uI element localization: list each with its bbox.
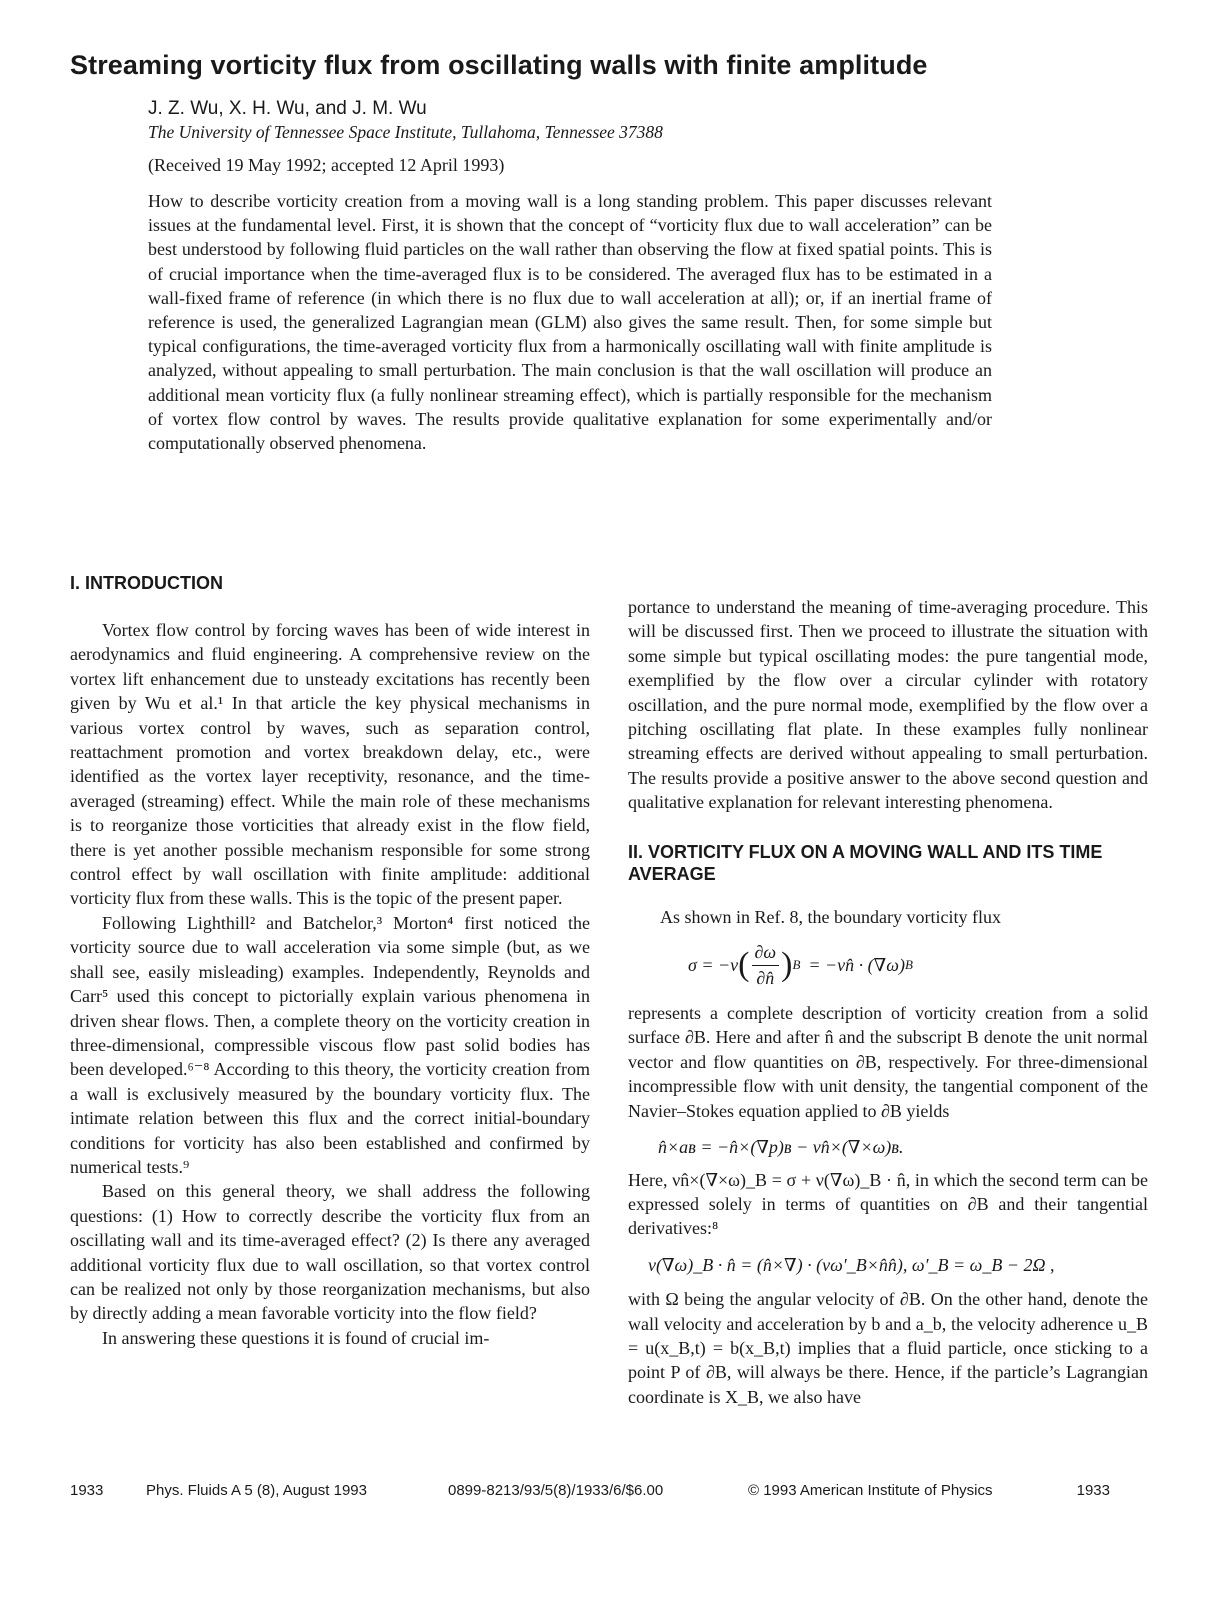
section2-paragraph-2: represents a complete description of vorticity creation from a solid surface ∂B. Here and after n̂ and the subscript B denote the unit normal vector and flow quantities on ∂B, respectively. For three-dimensional incompressible flow with unit density, the tangential component of the Navier–Stokes equation applied to ∂B yields — [628, 1003, 1148, 1121]
authors: J. Z. Wu, X. H. Wu, and J. M. Wu — [148, 98, 427, 119]
footer-copyright: © 1993 American Institute of Physics — [748, 1482, 993, 1499]
eq1-open-paren: ( — [738, 945, 750, 983]
equation-tangential-derivatives: ν(∇ω)_B · n̂ = (n̂×∇) · (νω′_B×n̂n̂), ω′_B = ω_B − 2Ω , — [648, 1254, 1055, 1275]
footer-journal: Phys. Fluids A 5 (8), August 1993 — [146, 1482, 367, 1499]
eq1-rhs-subscript: B — [904, 956, 913, 972]
received-dates: (Received 19 May 1992; accepted 12 April 1993) — [148, 155, 505, 175]
section-heading-introduction: I. INTRODUCTION — [70, 573, 223, 593]
eq1-numerator: ∂ω — [752, 940, 780, 965]
section-heading-vorticity-flux: II. VORTICITY FLUX ON A MOVING WALL AND ITS TIME AVERAGE — [628, 841, 1103, 884]
intro-paragraph-3: Based on this general theory, we shall address the following questions: (1) How to correctly describe the vorticity flux from an oscillating wall and its time-averaged effect? (2) Is there any averaged additional vorticity flux due to wall oscillation, so that vortex control can be realized not only by those reorganization mechanisms, but also by directly adding a mean favorable vorticity into the flow field? — [70, 1181, 590, 1324]
section2-paragraph-1: As shown in Ref. 8, the boundary vorticity flux — [660, 906, 1001, 927]
right-column — [628, 595, 1148, 1409]
eq1-lhs: σ = −ν — [688, 954, 739, 975]
section2-paragraph-3: Here, νn̂×(∇×ω)_B = σ + ν(∇ω)_B · n̂, in which the second term can be expressed solely in terms of quantities on ∂B and their tangential derivatives:⁸ — [628, 1169, 1148, 1239]
paper-title: Streaming vorticity flux from oscillating walls with finite amplitude — [70, 50, 928, 80]
intro-paragraph-continued: portance to understand the meaning of time-averaging procedure. This will be discussed first. Then we proceed to illustrate the situation with some simple but typical oscillating modes: the pure tangential mode, exemplified by the flow over a circular cylinder with rotatory oscillation, and the pure normal mode, exemplified by the flow over a pitching oscillating flat plate. In these examples fully nonlinear streaming effects are derived without appealing to small perturbation. The results provide a positive answer to the above second question and qualitative explanation for relevant interesting phenomena. — [628, 597, 1148, 813]
footer-page-number-left: 1933 — [70, 1482, 104, 1499]
intro-paragraph-2: Following Lighthill² and Batchelor,³ Morton⁴ first noticed the vorticity source due to wall acceleration via some simple (but, as we shall see, easily misleading) examples. Independently, Reynolds and Carr⁵ used this concept to pictorially explain various phenomena in driven shear flows. Then, a complete theory on the vorticity creation in three-dimensional, compressible viscous flow past solid bodies has been developed.⁶⁻⁸ According to this theory, the vorticity creation from a wall is exclusively measured by the boundary vorticity flux. The intimate relation between this flux and the correct initial-boundary conditions for vorticity has also been established and confirmed by numerical tests.⁹ — [70, 912, 590, 1177]
intro-paragraph-1: Vortex flow control by forcing waves has been of wide interest in aerodynamics and fluid engineering. A comprehensive review on the vortex lift enhancement due to unsteady excitations has recently been given by Wu et al.¹ In that article the key physical mechanisms in various vortex control by waves, such as separation control, reattachment promotion and vortex breakdown delay, etc., were identified as the vortex layer receptivity, resonance, and the time-averaged (streaming) effect. While the main role of these mechanisms is to reorganize those vorticities that already exist in the flow field, there is yet another possible mechanism responsible for some strong control effect by wall oscillation with finite amplitude: additional vorticity flux from these walls. This is the topic of the present paper. — [70, 620, 590, 909]
equation-boundary-vorticity-flux — [628, 929, 1148, 1001]
eq1-subscript: B — [792, 956, 801, 972]
footer-article-code: 0899-8213/93/5(8)/1933/6/$6.00 — [448, 1482, 664, 1499]
abstract: How to describe vorticity creation from a moving wall is a long standing problem. This paper discusses relevant issues at the fundamental level. First, it is shown that the concept of “vorticity flux due to wall acceleration” can be best understood by following fluid particles on the wall rather than observing the flow at fixed spatial points. This is of crucial importance when the time-averaged flux is to be considered. The averaged flux has to be estimated in a wall-fixed frame of reference (in which there is no flux due to wall acceleration at all); or, if an inertial frame of reference is used, the generalized Lagrangian mean (GLM) also gives the same result. Then, for some simple but typical configurations, the time-averaged vorticity flux from a harmonically oscillating wall with finite amplitude is analyzed, without appealing to small perturbation. The main conclusion is that the wall oscillation will produce an additional mean vorticity flux (a fully nonlinear streaming effect), which is partially responsible for the mechanism of vortex flow control by waves. The results provide qualitative explanation for some experimentally and/or computationally observed phenomena. — [148, 191, 992, 454]
affiliation: The University of Tennessee Space Institute, Tullahoma, Tennessee 37388 — [148, 122, 663, 142]
equation-navier-stokes-tangential: n̂×aʙ = −n̂×(∇p)ʙ − νn̂×(∇×ω)ʙ. — [658, 1137, 904, 1158]
eq1-rhs: = −νn̂ · (∇ω) — [808, 954, 905, 975]
left-column — [70, 572, 590, 1350]
intro-paragraph-4: In answering these questions it is found of crucial im- — [102, 1327, 490, 1348]
eq1-close-paren: ) — [781, 945, 793, 983]
eq1-fraction — [752, 940, 780, 990]
section2-paragraph-4: with Ω being the angular velocity of ∂B. On the other hand, denote the wall velocity and acceleration by b and a_b, the velocity adherence u_B = u(x_B,t) = b(x_B,t) implies that a fluid particle, once sticking to a point P of ∂B, will always be there. Hence, if the particle’s Lagrangian coordinate is X_B, we also have — [628, 1289, 1148, 1407]
eq1-denominator: ∂n̂ — [756, 967, 775, 988]
footer-page-number-right: 1933 — [1076, 1482, 1110, 1499]
